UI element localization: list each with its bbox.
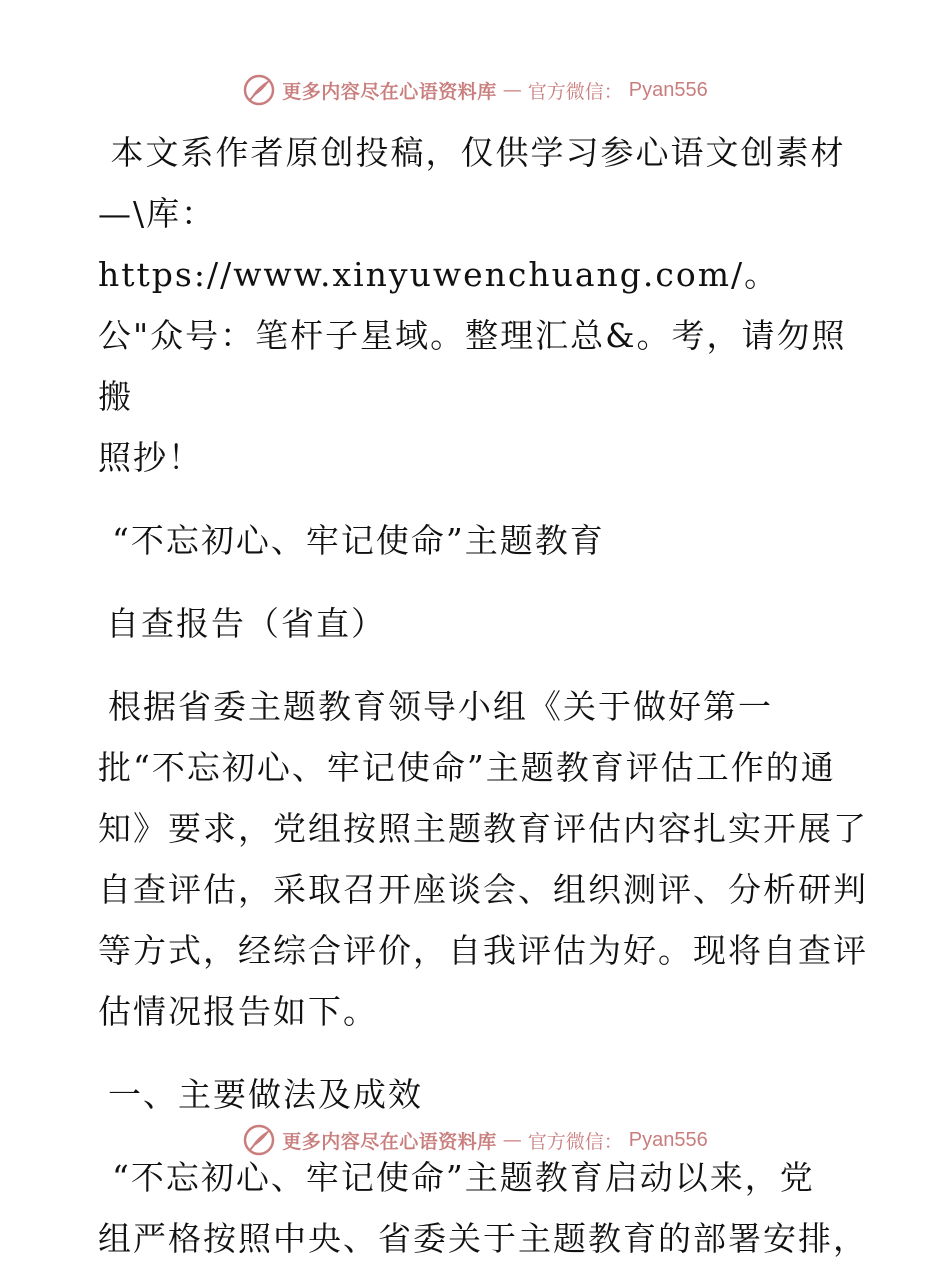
banner-site-text: 更多内容尽在心语资料库 bbox=[282, 80, 497, 103]
banner-wechat-id: Pyan556 bbox=[628, 78, 708, 101]
document-title-line2: 自查报告（省直） bbox=[106, 604, 386, 643]
paragraph-line: 估情况报告如下。 bbox=[98, 992, 378, 1031]
document-title-line1: “不忘初心、牢记使命”主题教育 bbox=[112, 521, 605, 560]
quill-circle-logo-icon bbox=[242, 1123, 276, 1157]
banner-wechat-label: 官方微信： bbox=[527, 80, 623, 103]
footer-banner bbox=[0, 1120, 950, 1160]
intro-line: 公"众号：笔杆子星域。整理汇总&。考，请勿照搬 bbox=[98, 316, 847, 416]
document-body bbox=[98, 122, 868, 1269]
banner-wechat-label: 官方微信： bbox=[527, 1130, 623, 1153]
section-heading: 一、主要做法及成效 bbox=[108, 1075, 423, 1114]
header-banner bbox=[0, 70, 950, 110]
paragraph-1 bbox=[98, 676, 868, 1042]
paragraph-line: 根据省委主题教育领导小组《关于做好第一 bbox=[108, 687, 773, 726]
paragraph-line: 批“不忘初心、牢记使命”主题教育评估工作的通 bbox=[98, 748, 836, 787]
banner-wechat-id: Pyan556 bbox=[628, 1128, 708, 1151]
banner-separator: — bbox=[502, 79, 522, 101]
banner-separator: — bbox=[502, 1129, 522, 1151]
paragraph-2 bbox=[98, 1147, 868, 1269]
paragraph-line: “不忘初心、牢记使命”主题教育启动以来，党 bbox=[112, 1158, 815, 1197]
intro-line: 本文系作者原创投稿，仅供学习参心语文创素材 bbox=[98, 133, 846, 172]
quill-circle-logo-icon bbox=[242, 73, 276, 107]
intro-block bbox=[98, 122, 868, 488]
paragraph-line: 自查评估，采取召开座谈会、组织测评、分析研判 bbox=[98, 870, 868, 909]
paragraph-line: 组严格按照中央、省委关于主题教育的部署安排， bbox=[98, 1219, 868, 1258]
intro-line: 照抄！ bbox=[98, 438, 203, 477]
intro-line: —\库：https://www.xinyuwenchuang.com/。 bbox=[98, 194, 780, 294]
paragraph-line: 知》要求，党组按照主题教育评估内容扎实开展了 bbox=[98, 809, 868, 848]
paragraph-line: 等方式，经综合评价，自我评估为好。现将自查评 bbox=[98, 931, 868, 970]
banner-site-text: 更多内容尽在心语资料库 bbox=[282, 1130, 497, 1153]
